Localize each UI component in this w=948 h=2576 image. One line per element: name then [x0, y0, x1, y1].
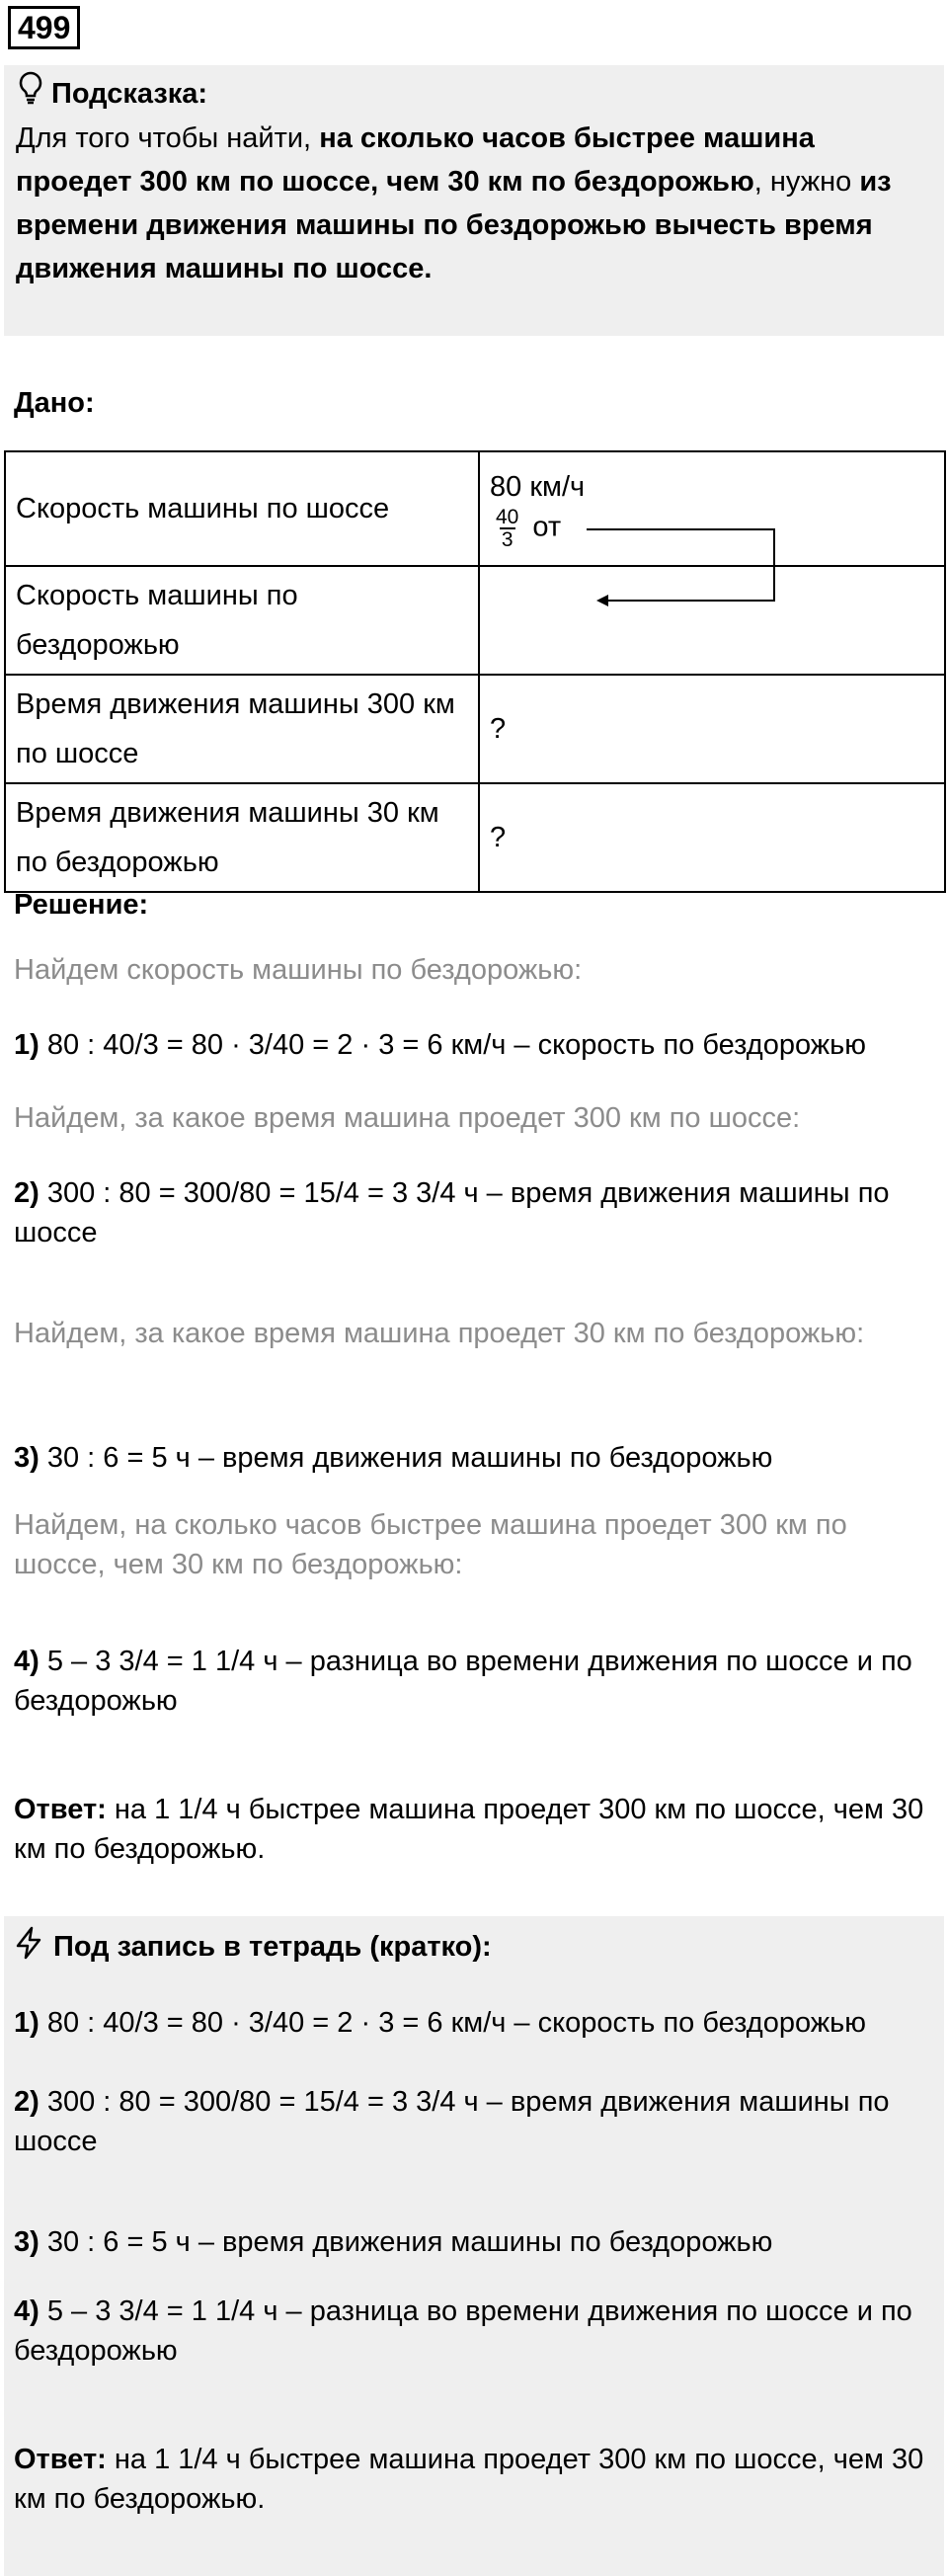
answer: Ответ: на 1 1/4 ч быстрее машина проедет 300 км по шоссе, чем 30 км по бездорожью.	[14, 1794, 924, 1865]
short-step: 2) 300 : 80 = 300/80 = 15/4 = 3 3/4 ч – время движения машины по шоссе	[14, 2086, 890, 2157]
given-table	[4, 450, 946, 893]
arrow-icon	[587, 522, 784, 610]
table-row	[5, 566, 945, 675]
suffix-text: от	[532, 511, 562, 543]
short-step: 1) 80 : 40/3 = 80 · 3/40 = 2 · 3 = 6 км/ч – скорость по бездорожью	[14, 2007, 867, 2039]
hint-text	[16, 117, 929, 290]
table-cell: Скорость машины по шоссе	[5, 451, 479, 566]
table-cell: Время движения машины 300 км по шоссе	[5, 675, 479, 783]
lightbulb-icon	[18, 71, 43, 117]
solution-title: Решение:	[14, 889, 149, 921]
table-cell: Скорость машины по бездорожью	[5, 566, 479, 675]
table-row	[5, 675, 945, 783]
hint-text-bold: из времени движения машины по бездорожью вычесть время движения машины по шоссе.	[16, 166, 892, 284]
short-title: Под запись в тетрадь (кратко):	[14, 1926, 492, 1968]
table-row	[5, 451, 945, 566]
solution-step: 1) 80 : 40/3 = 80 · 3/40 = 2 · 3 = 6 км/ч – скорость по бездорожью	[14, 1029, 867, 1061]
table-cell: ?	[479, 675, 945, 783]
solution-explanation: Найдем, за какое время машина проедет 30 км по бездорожью:	[14, 1318, 865, 1349]
given-title: Дано:	[14, 387, 95, 419]
lightning-icon	[14, 1926, 43, 1968]
table-cell	[479, 451, 945, 566]
solution-explanation: Найдем, за какое время машина проедет 300 км по шоссе:	[14, 1102, 801, 1134]
hint-text-bold: на сколько часов быстрее машина проедет 300 км по шоссе, чем 30 км по бездорожью	[16, 122, 815, 198]
hint-title-text: Подсказка:	[51, 78, 208, 110]
solution-step: 3) 30 : 6 = 5 ч – время движения машины по бездорожью	[14, 1442, 773, 1474]
solution-step: 4) 5 – 3 3/4 = 1 1/4 ч – разница во времени движения по шоссе и по бездорожью	[14, 1646, 912, 1717]
hint-text-part: , нужно	[753, 166, 852, 198]
hint-title	[18, 71, 207, 117]
highway-speed-value: 80 км/ч	[490, 471, 586, 503]
table-row	[5, 783, 945, 892]
short-answer: Ответ: на 1 1/4 ч быстрее машина проедет 300 км по шоссе, чем 30 км по бездорожью.	[14, 2444, 924, 2515]
hint-text-part: Для того чтобы найти,	[16, 122, 312, 154]
solution-step: 2) 300 : 80 = 300/80 = 15/4 = 3 3/4 ч – время движения машины по шоссе	[14, 1177, 890, 1248]
table-cell: ?	[479, 783, 945, 892]
table-cell: Время движения машины 30 км по бездорожью	[5, 783, 479, 892]
fraction: $\frac{40}{3}$	[496, 506, 519, 551]
hint-box	[4, 65, 944, 336]
solution-explanation: Найдем скорость машины по бездорожью:	[14, 954, 583, 986]
solution-explanation: Найдем, на сколько часов быстрее машина проедет 300 км по шоссе, чем 30 км по бездорожью:	[14, 1509, 847, 1580]
task-number: 499	[8, 6, 80, 49]
short-step: 4) 5 – 3 3/4 = 1 1/4 ч – разница во времени движения по шоссе и по бездорожью	[14, 2295, 912, 2367]
short-step: 3) 30 : 6 = 5 ч – время движения машины по бездорожью	[14, 2226, 773, 2258]
